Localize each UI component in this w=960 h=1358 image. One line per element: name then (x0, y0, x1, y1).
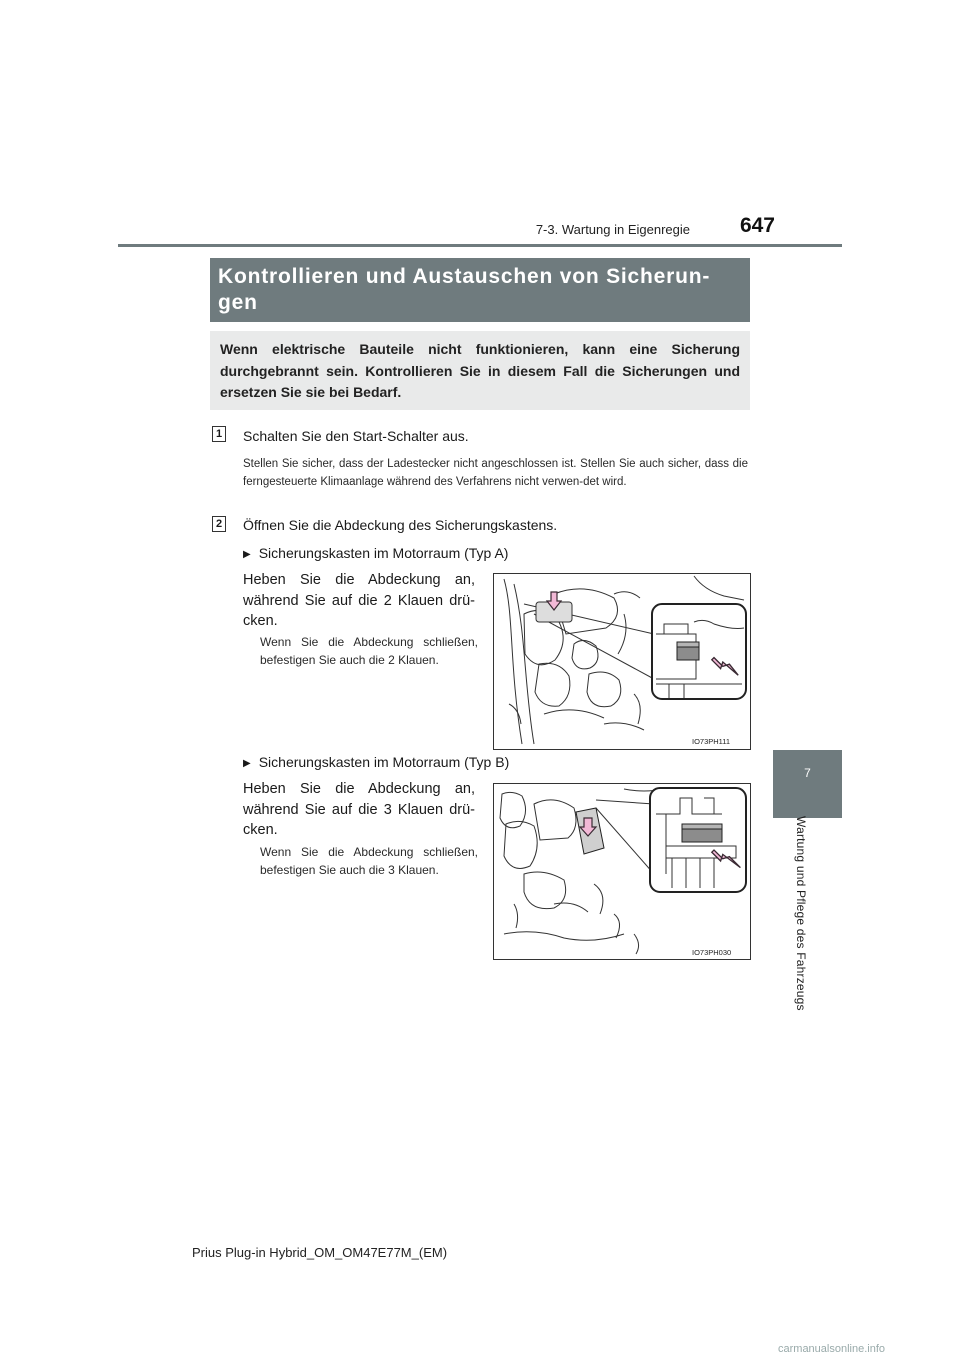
figure-type-a (493, 573, 751, 750)
step-badge-1: 1 (212, 426, 226, 442)
figure-type-b (493, 783, 751, 960)
header-rule (118, 244, 842, 247)
page-title-line-1: Kontrollieren und Austauschen von Sicherun- (218, 265, 711, 288)
type-a-heading (243, 545, 508, 561)
step-1-text: Schalten Sie den Start-Schalter aus. (243, 428, 469, 444)
triangle-bullet-icon: ▶ (243, 758, 251, 769)
step-badge-2: 2 (212, 516, 226, 532)
type-b-heading-text: Sicherungskasten im Motorraum (Typ B) (258, 754, 510, 770)
type-b-note: Wenn Sie die Abdeckung schließen, befestigen Sie auch die 3 Klauen. (260, 845, 478, 877)
engine-bay-type-b-illustration (494, 784, 750, 959)
engine-bay-type-a-illustration (494, 574, 750, 749)
type-a-heading-text: Sicherungskasten im Motorraum (Typ A) (258, 545, 509, 561)
figure-code-a: IO73PH111 (692, 737, 731, 746)
type-a-note: Wenn Sie die Abdeckung schließen, befestigen Sie auch die 2 Klauen. (260, 635, 478, 667)
footer-manual-id: Prius Plug-in Hybrid_OM_OM47E77M_(EM) (192, 1245, 448, 1260)
page-number: 647 (739, 214, 775, 237)
type-b-instruction: Heben Sie die Abdeckung an, während Sie auf die 3 Klauen drü-cken. (243, 781, 475, 838)
step-1-note: Stellen Sie sicher, dass der Ladestecker nicht angeschlossen ist. Stellen Sie auch sicher, dass die ferngesteuerte Klimaanlage während des Verfahrens nicht verwen-det wird. (243, 458, 748, 488)
step-2-text: Öffnen Sie die Abdeckung des Sicherungskastens. (243, 517, 558, 533)
chapter-label: Wartung und Pflege des Fahrzeugs (794, 816, 808, 1011)
watermark: carmanualsonline.info (778, 1343, 886, 1355)
chapter-number: 7 (804, 766, 811, 780)
page-title (218, 264, 748, 316)
page-title-line-2: gen (218, 291, 258, 314)
section-header: 7-3. Wartung in Eigenregie (535, 222, 690, 237)
chapter-tab (773, 750, 842, 818)
intro-text: Wenn elektrische Bauteile nicht funktionieren, kann eine Sicherung durchgebrannt sein. Kontrollieren Sie in diesem Fall die Sicherungen und ersetzen Sie sie bei Bedarf. (220, 341, 740, 400)
triangle-bullet-icon: ▶ (243, 549, 251, 560)
type-b-heading (243, 754, 509, 770)
type-a-instruction: Heben Sie die Abdeckung an, während Sie auf die 2 Klauen drü-cken. (243, 572, 475, 629)
figure-code-b: IO73PH030 (692, 948, 732, 957)
